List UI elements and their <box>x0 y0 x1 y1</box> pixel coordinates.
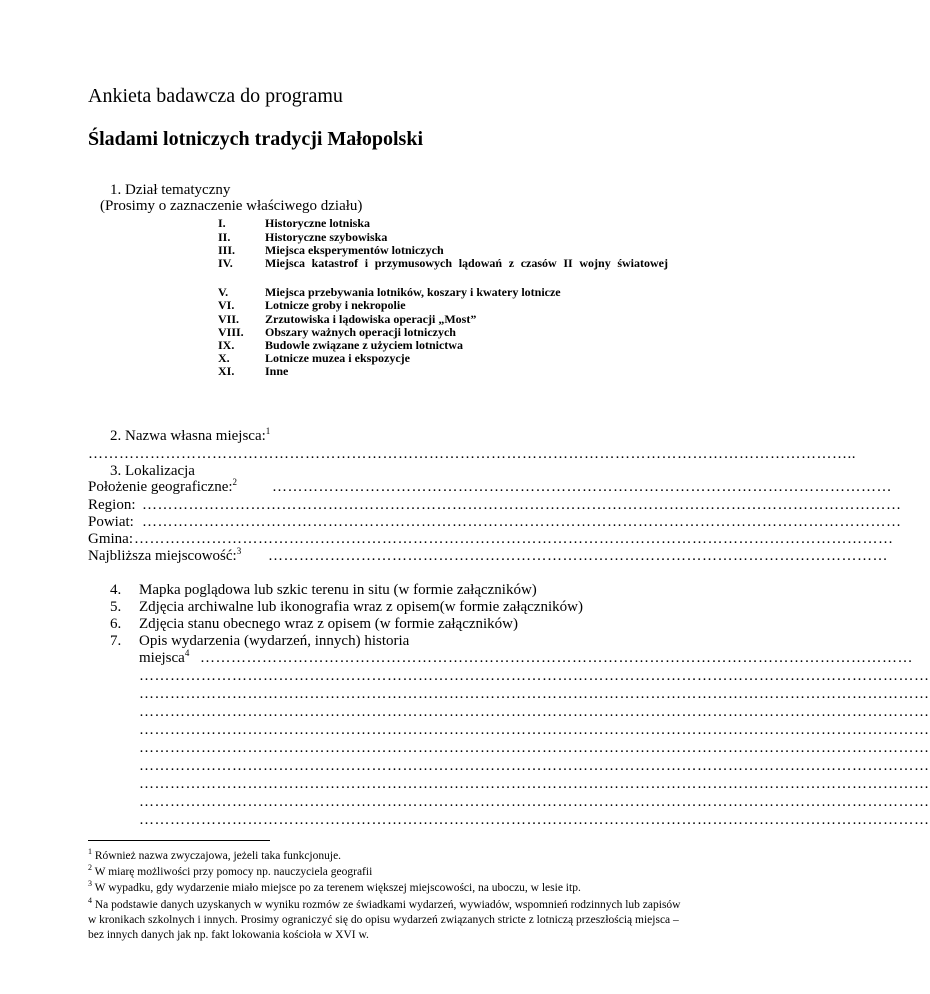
history-line[interactable]: ………………………………………………………………………………………………………………………… <box>200 650 913 666</box>
topic-num: IV. <box>218 256 233 270</box>
item-num: 5. <box>110 599 122 615</box>
name-field-label <box>110 428 270 445</box>
footnote-num: 3 <box>88 879 92 889</box>
topic-label: Miejsca eksperymentów lotniczych <box>265 243 444 257</box>
geo-position-text: Położenie geograficzne: <box>88 479 233 495</box>
footnote-rule <box>88 840 270 841</box>
topic-num: X. <box>218 351 230 365</box>
footnote-ref: 4 <box>184 648 190 658</box>
item-text: Opis wydarzenia (wydarzeń, innych) historia <box>139 633 410 649</box>
section1-note: (Prosimy o zaznaczenie właściwego działu) <box>100 198 363 214</box>
history-line[interactable]: ……………………………………………………………………………………………………………………………………… <box>139 722 930 738</box>
geo-position-line[interactable]: ………………………………………………………………………………………………………… <box>272 479 892 495</box>
topic-label: Miejsca przebywania lotników, koszary i kwatery lotnicze <box>265 285 561 299</box>
topic-label: Lotnicze groby i nekropolie <box>265 298 406 312</box>
footnote <box>88 879 688 894</box>
topic-num: XI. <box>218 364 235 378</box>
topic-num: VII. <box>218 312 240 326</box>
item-num: 4. <box>110 582 122 598</box>
commune-label: Gmina: <box>88 531 133 547</box>
name-field-text: 2. Nazwa własna miejsca: <box>110 428 266 444</box>
topic-label: Lotnicze muzea i ekspozycje <box>265 351 410 365</box>
topic-label: Obszary ważnych operacji lotniczych <box>265 325 456 339</box>
location-heading: 3. Lokalizacja <box>110 463 195 479</box>
topic-num: III. <box>218 243 236 257</box>
history-line[interactable]: ……………………………………………………………………………………………………………………………………… <box>139 668 930 684</box>
history-line[interactable]: ……………………………………………………………………………………………………………………………………… <box>139 704 930 720</box>
topic-label: Historyczne szybowiska <box>265 230 388 244</box>
item-text: Zdjęcia stanu obecnego wraz z opisem (w formie załączników) <box>139 616 518 632</box>
history-line[interactable]: ……………………………………………………………………………………………………………………………………… <box>139 740 930 756</box>
region-label: Region: <box>88 497 136 513</box>
topic-label: Inne <box>265 364 289 378</box>
footnote <box>88 847 688 862</box>
item-text: Mapka poglądowa lub szkic terenu in situ (w formie załączników) <box>139 582 537 598</box>
section1-heading: 1. Dział tematyczny <box>110 182 231 198</box>
footnote-text: Na podstawie danych uzyskanych w wyniku rozmów ze świadkami wydarzeń, wywiadów, wspomnień rodzinnych lub zapisów w kronikach szkolnych i innych. Prosimy ograniczyć się do opisu wydarzeń związanych stricte z lotniczą przeszłością miejsca – bez innych danych jak np. fakt lokowania kościoła w XVI w. <box>88 899 681 941</box>
topic-num: II. <box>218 230 231 244</box>
history-line[interactable]: ……………………………………………………………………………………………………………………………………… <box>139 812 930 828</box>
history-line[interactable]: ……………………………………………………………………………………………………………………………………… <box>139 686 930 702</box>
region-line[interactable]: ………………………………………………………………………………………………………………………………… <box>142 497 902 513</box>
footnote-text: W miarę możliwości przy pomocy np. nauczyciela geografii <box>94 866 373 878</box>
topic-num: V. <box>218 285 229 299</box>
item-num: 6. <box>110 616 122 632</box>
topic-num: VIII. <box>218 325 244 339</box>
county-label: Powiat: <box>88 514 134 530</box>
geo-position-label <box>88 479 237 496</box>
footnote-num: 2 <box>88 863 92 873</box>
history-text: miejsca <box>139 650 185 666</box>
footnote-ref: 3 <box>236 546 242 556</box>
history-label <box>139 650 189 667</box>
footnote-text: Również nazwa zwyczajowa, jeżeli taka funkcjonuje. <box>94 850 342 862</box>
topic-label: Historyczne lotniska <box>265 216 370 230</box>
program-title: Śladami lotniczych tradycji Małopolski <box>88 128 423 150</box>
history-line[interactable]: ……………………………………………………………………………………………………………………………………… <box>139 758 930 774</box>
item-num: 7. <box>110 633 122 649</box>
footnote-ref: 2 <box>232 477 238 487</box>
topic-label: Zrzutowiska i lądowiska operacji „Most” <box>265 312 477 326</box>
topic-num: VI. <box>218 298 235 312</box>
county-line[interactable]: ………………………………………………………………………………………………………………………………… <box>142 514 902 530</box>
footnote <box>88 863 688 878</box>
footnote-ref: 1 <box>265 426 271 436</box>
nearest-town-text: Najbliższa miejscowość: <box>88 548 237 564</box>
topic-num: I. <box>218 216 226 230</box>
footnote <box>88 898 688 943</box>
commune-line[interactable]: ………………………………………………………………………………………………………………………………… <box>134 531 894 547</box>
footnote-num: 1 <box>88 847 92 857</box>
topic-label: Budowle związane z użyciem lotnictwa <box>265 338 463 352</box>
footnote-num: 4 <box>88 896 92 906</box>
survey-title: Ankieta badawcza do programu <box>88 85 343 107</box>
topic-label: Miejsca katastrof i przymusowych lądowań z czasów II wojny światowej <box>265 256 668 270</box>
name-field-line[interactable]: ………………………………………………………………………………………………………………………………….. <box>88 446 856 462</box>
nearest-town-label <box>88 548 241 565</box>
item-text: Zdjęcia archiwalne lub ikonografia wraz z opisem(w formie załączników) <box>139 599 583 615</box>
history-line[interactable]: ……………………………………………………………………………………………………………………………………… <box>139 794 930 810</box>
history-line[interactable]: ……………………………………………………………………………………………………………………………………… <box>139 776 930 792</box>
footnote-text: W wypadku, gdy wydarzenie miało miejsce po za terenem większej miejscowości, na uboczu, w lesie itp. <box>94 882 581 894</box>
topic-num: IX. <box>218 338 235 352</box>
nearest-town-line[interactable]: ………………………………………………………………………………………………………… <box>268 548 888 564</box>
